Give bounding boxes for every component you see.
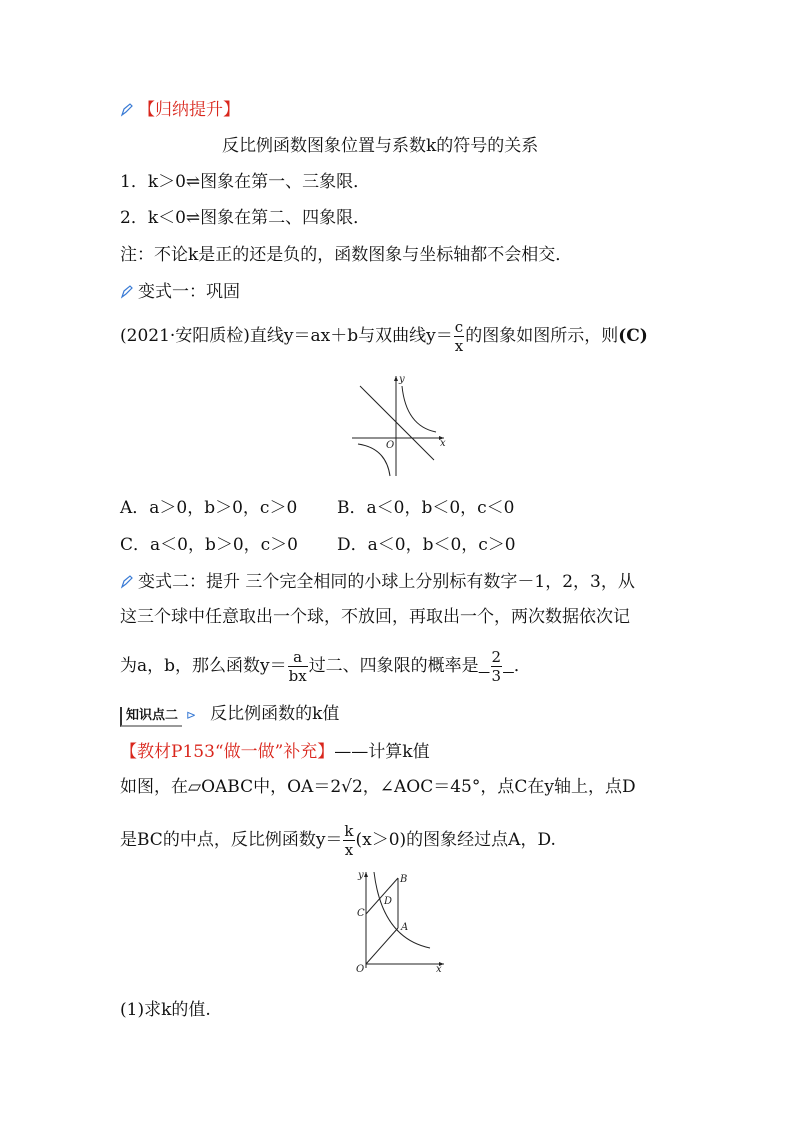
answer-blank — [479, 648, 514, 685]
variant2-line3: 为a，b，那么函数y＝ $\frac{a}{bx}$ 过二、四象限的概率是 $\frac{2}{3}$ ． — [120, 648, 531, 685]
textbook-heading-text: 【教材P153“做一做”补充】 — [120, 742, 335, 762]
variant1-stem-a: (2021·安阳质检)直线y＝ax＋b与双曲线y＝ — [120, 326, 453, 346]
fraction-answer: $\frac{2}{3}$ — [491, 648, 502, 685]
option-a: A．a＞0，b＞0，c＞0 — [120, 498, 298, 518]
textbook-line2 — [120, 822, 556, 859]
question-1: (1)求k的值. — [120, 1000, 211, 1020]
variant2-text-3b: 过二、四象限的概率是 — [308, 656, 479, 676]
hyperbola-line-figure — [348, 372, 448, 480]
variant2-text-3a: 为a，b，那么函数y＝ — [120, 656, 287, 676]
fig1-y-label: y — [399, 374, 405, 385]
fig2-point-c: C — [357, 908, 365, 919]
variant1-label — [120, 280, 240, 304]
variant2-line2: 这三个球中任意取出一个球，不放回，再取出一个，两次数据依次记 — [120, 607, 630, 627]
pencil-icon — [120, 572, 134, 586]
variant1-stem-b: 的图象如图所示，则 — [465, 326, 619, 346]
fig2-y-label: y — [358, 870, 364, 881]
variant2-text-1: 三个完全相同的小球上分别标有数字－1，2，3，从 — [245, 572, 635, 592]
option-d: D．a＜0，b＜0，c＞0 — [337, 535, 516, 555]
parallelogram-figure — [348, 868, 448, 976]
textbook-text-2a: 是BC的中点，反比例函数y＝ — [120, 830, 343, 850]
variant2-line1 — [120, 570, 635, 594]
option-b: B．a＜0，b＜0，c＜0 — [337, 498, 515, 518]
textbook-line1: 如图，在▱OABC中，OA＝2√2，∠AOC＝45°，点C在y轴上，点D — [120, 777, 636, 797]
variant1-answer: (C) — [618, 326, 648, 346]
fig1-origin-label: O — [386, 440, 395, 451]
summary-title: 反比例函数图象位置与系数k的符号的关系 — [222, 136, 539, 156]
knowledge-point-title: 反比例函数的k值 — [210, 704, 340, 724]
summary-heading — [120, 98, 240, 122]
fig2-origin-label: O — [356, 964, 365, 975]
arrow-icon: ⊳ — [186, 708, 197, 722]
textbook-text-2b: (x＞0)的图象经过点A，D. — [355, 830, 556, 850]
fraction-c-over-x: $\frac{c}{x}$ — [454, 318, 464, 355]
fraction-a-over-bx: $\frac{a}{bx}$ — [288, 648, 307, 685]
summary-item-1: 1．k＞0⇌图象在第一、三象限． — [120, 172, 371, 192]
fig2-point-b: B — [400, 874, 408, 885]
textbook-heading-suffix: ——计算k值 — [334, 742, 430, 762]
textbook-heading — [120, 740, 430, 764]
pencil-icon — [120, 282, 134, 296]
variant2-label: 变式二：提升 — [138, 572, 240, 592]
summary-note: 注：不论k是正的还是负的，函数图象与坐标轴都不会相交． — [120, 245, 573, 265]
summary-heading-text: 【归纳提升】 — [138, 100, 240, 120]
fig1-x-label: x — [440, 438, 446, 449]
variant1-label-text: 变式一：巩固 — [138, 282, 240, 302]
fraction-k-over-x: $\frac{k}{x}$ — [344, 822, 354, 859]
fig2-point-d: D — [384, 896, 393, 907]
variant1-stem — [120, 318, 648, 355]
pencil-icon — [120, 100, 134, 114]
summary-item-2: 2．k＜0⇌图象在第二、四象限． — [120, 208, 371, 228]
fig2-point-a: A — [401, 922, 409, 933]
knowledge-point-2 — [120, 702, 339, 727]
knowledge-point-box: 知识点二 — [120, 707, 182, 727]
option-c: C．a＜0，b＞0，c＞0 — [120, 535, 298, 555]
fig2-x-label: x — [436, 964, 442, 975]
